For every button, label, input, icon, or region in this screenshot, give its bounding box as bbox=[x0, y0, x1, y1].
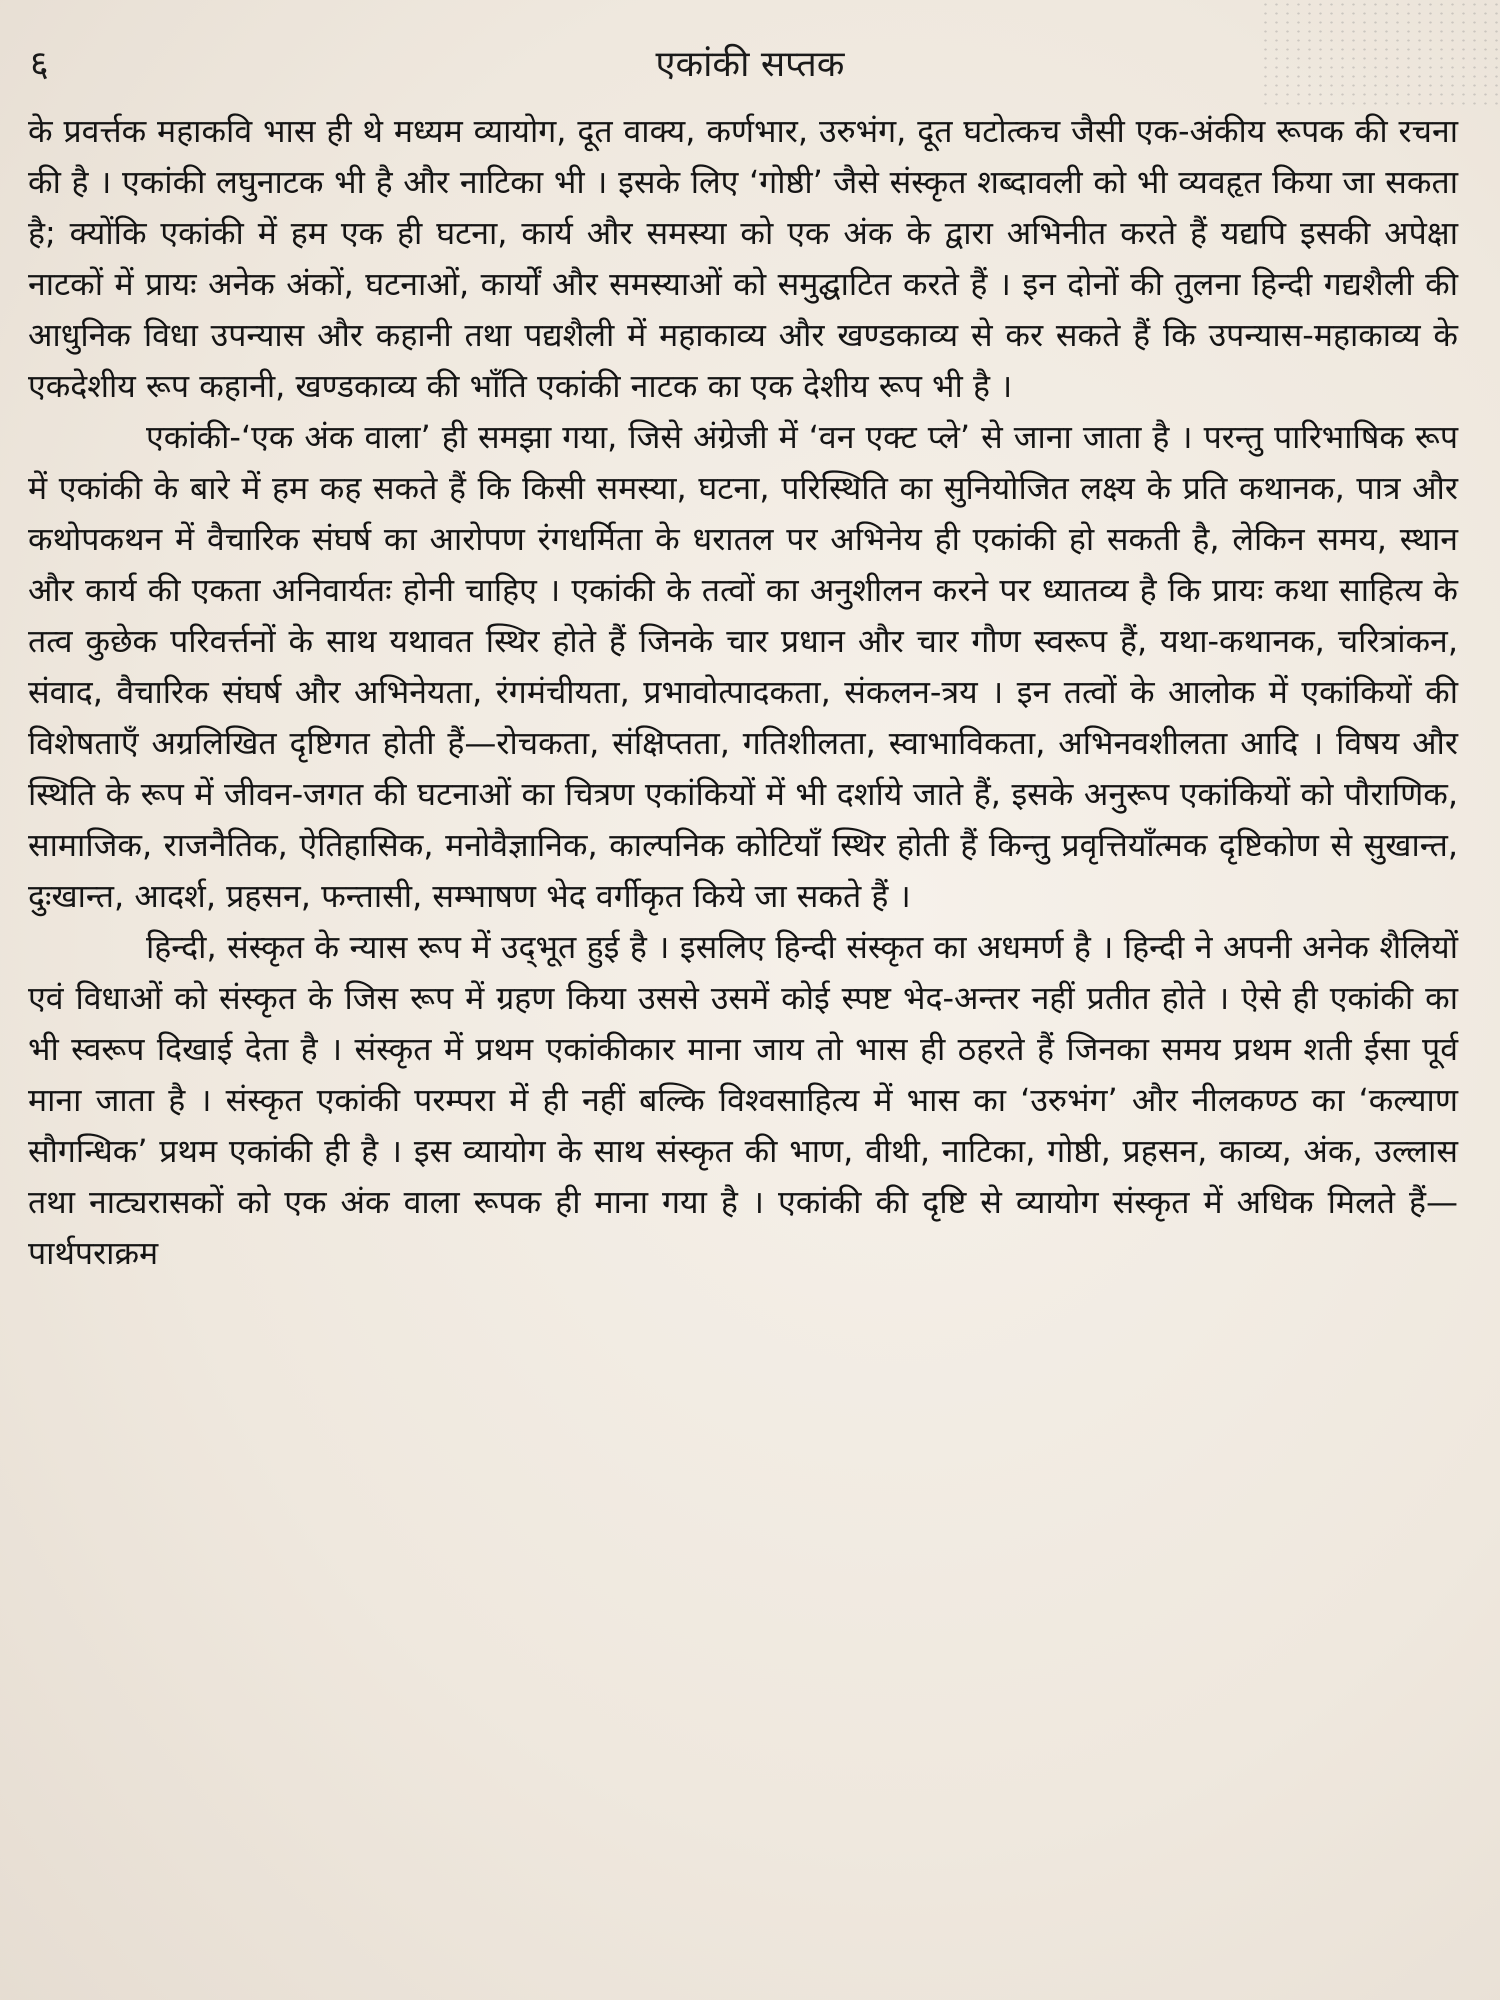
paragraph: के प्रवर्त्तक महाकवि भास ही थे मध्यम व्यायोग, दूत वाक्य, कर्णभार, उरुभंग, दूत घटोत्कच जैसी एक-अंकीय रूपक की रचना की है । एकांकी लघुनाटक भी है और नाटिका भी । इसके लिए ‘गोष्ठी’ जैसे संस्कृत शब्दावली को भी व्यवहृत किया जा सकता है; क्योंकि एकांकी में हम एक ही घटना, कार्य और समस्या को एक अंक के द्वारा अभिनीत करते हैं यद्यपि इसकी अपेक्षा नाटकों में प्रायः अनेक अंकों, घटनाओं, कार्यों और समस्याओं को समुद्घाटित करते हैं । इन दोनों की तुलना हिन्दी गद्यशैली की आधुनिक विधा उपन्यास और कहानी तथा पद्यशैली में महाकाव्य और खण्डकाव्य से कर सकते हैं कि उपन्यास-महाकाव्य के एकदेशीय रूप कहानी, खण्डकाव्य की भाँति एकांकी नाटक का एक देशीय रूप भी है । bbox=[28, 112, 1458, 405]
paragraph: एकांकी-‘एक अंक वाला’ ही समझा गया, जिसे अंग्रेजी में ‘वन एक्ट प्ले’ से जाना जाता है । परन्तु पारिभाषिक रूप में एकांकी के बारे में हम कह सकते हैं कि किसी समस्या, घटना, परिस्थिति का सुनियोजित लक्ष्य के प्रति कथानक, पात्र और कथोपकथन में वैचारिक संघर्ष का आरोपण रंगधर्मिता के धरातल पर अभिनेय ही एकांकी हो सकती है, लेकिन समय, स्थान और कार्य की एकता अनिवार्यतः होनी चाहिए । एकांकी के तत्वों का अनुशीलन करने पर ध्यातव्य है कि प्रायः कथा साहित्य के तत्व कुछेक परिवर्त्तनों के साथ यथावत स्थिर होते हैं जिनके चार प्रधान और चार गौण स्वरूप हैं, यथा-कथानक, चरित्रांकन, संवाद, वैचारिक संघर्ष और अभिनेयता, रंगमंचीयता, प्रभावोत्पादकता, संकलन-त्रय । इन तत्वों के आलोक में एकांकियों की विशेषताएँ अग्रलिखित दृष्टिगत होती हैं—रोचकता, संक्षिप्तता, गतिशीलता, स्वाभाविकता, अभिनवशीलता आदि । विषय और स्थिति के रूप में जीवन-जगत की घटनाओं का चित्रण एकांकियों में भी दर्शाये जाते हैं, इसके अनुरूप एकांकियों को पौराणिक, सामाजिक, राजनैतिक, ऐतिहासिक, मनोवैज्ञानिक, काल्पनिक कोटियाँ स्थिर होती हैं किन्तु प्रवृत्तियाँत्मक दृष्टिकोण से सुखान्त, दुःखान्त, आदर्श, प्रहसन, फन्तासी, सम्भाषण भेद वर्गीकृत किये जा सकते हैं । bbox=[28, 418, 1458, 915]
body-text bbox=[28, 106, 1458, 1279]
page-header bbox=[0, 38, 1500, 98]
page-number: ६ bbox=[30, 44, 49, 85]
running-title: एकांकी सप्तक bbox=[655, 44, 845, 85]
paragraph: हिन्दी, संस्कृत के न्यास रूप में उद्‌भूत हुई है । इसलिए हिन्दी संस्कृत का अधमर्ण है । हिन्दी ने अपनी अनेक शैलियों एवं विधाओं को संस्कृत के जिस रूप में ग्रहण किया उससे उसमें कोई स्पष्ट भेद-अन्तर नहीं प्रतीत होते । ऐसे ही एकांकी का भी स्वरूप दिखाई देता है । संस्कृत में प्रथम एकांकीकार माना जाय तो भास ही ठहरते हैं जिनका समय प्रथम शती ईसा पूर्व माना जाता है । संस्कृत एकांकी परम्परा में ही नहीं बल्कि विश्वसाहित्य में भास का ‘उरुभंग’ और नीलकण्ठ का ‘कल्याण सौगन्धिक’ प्रथम एकांकी ही है । इस व्यायोग के साथ संस्कृत की भाण, वीथी, नाटिका, गोष्ठी, प्रहसन, काव्य, अंक, उल्लास तथा नाट्यरासकों को एक अंक वाला रूपक ही माना गया है । एकांकी की दृष्टि से व्यायोग संस्कृत में अधिक मिलते हैं—पार्थपराक्रम bbox=[28, 928, 1458, 1272]
